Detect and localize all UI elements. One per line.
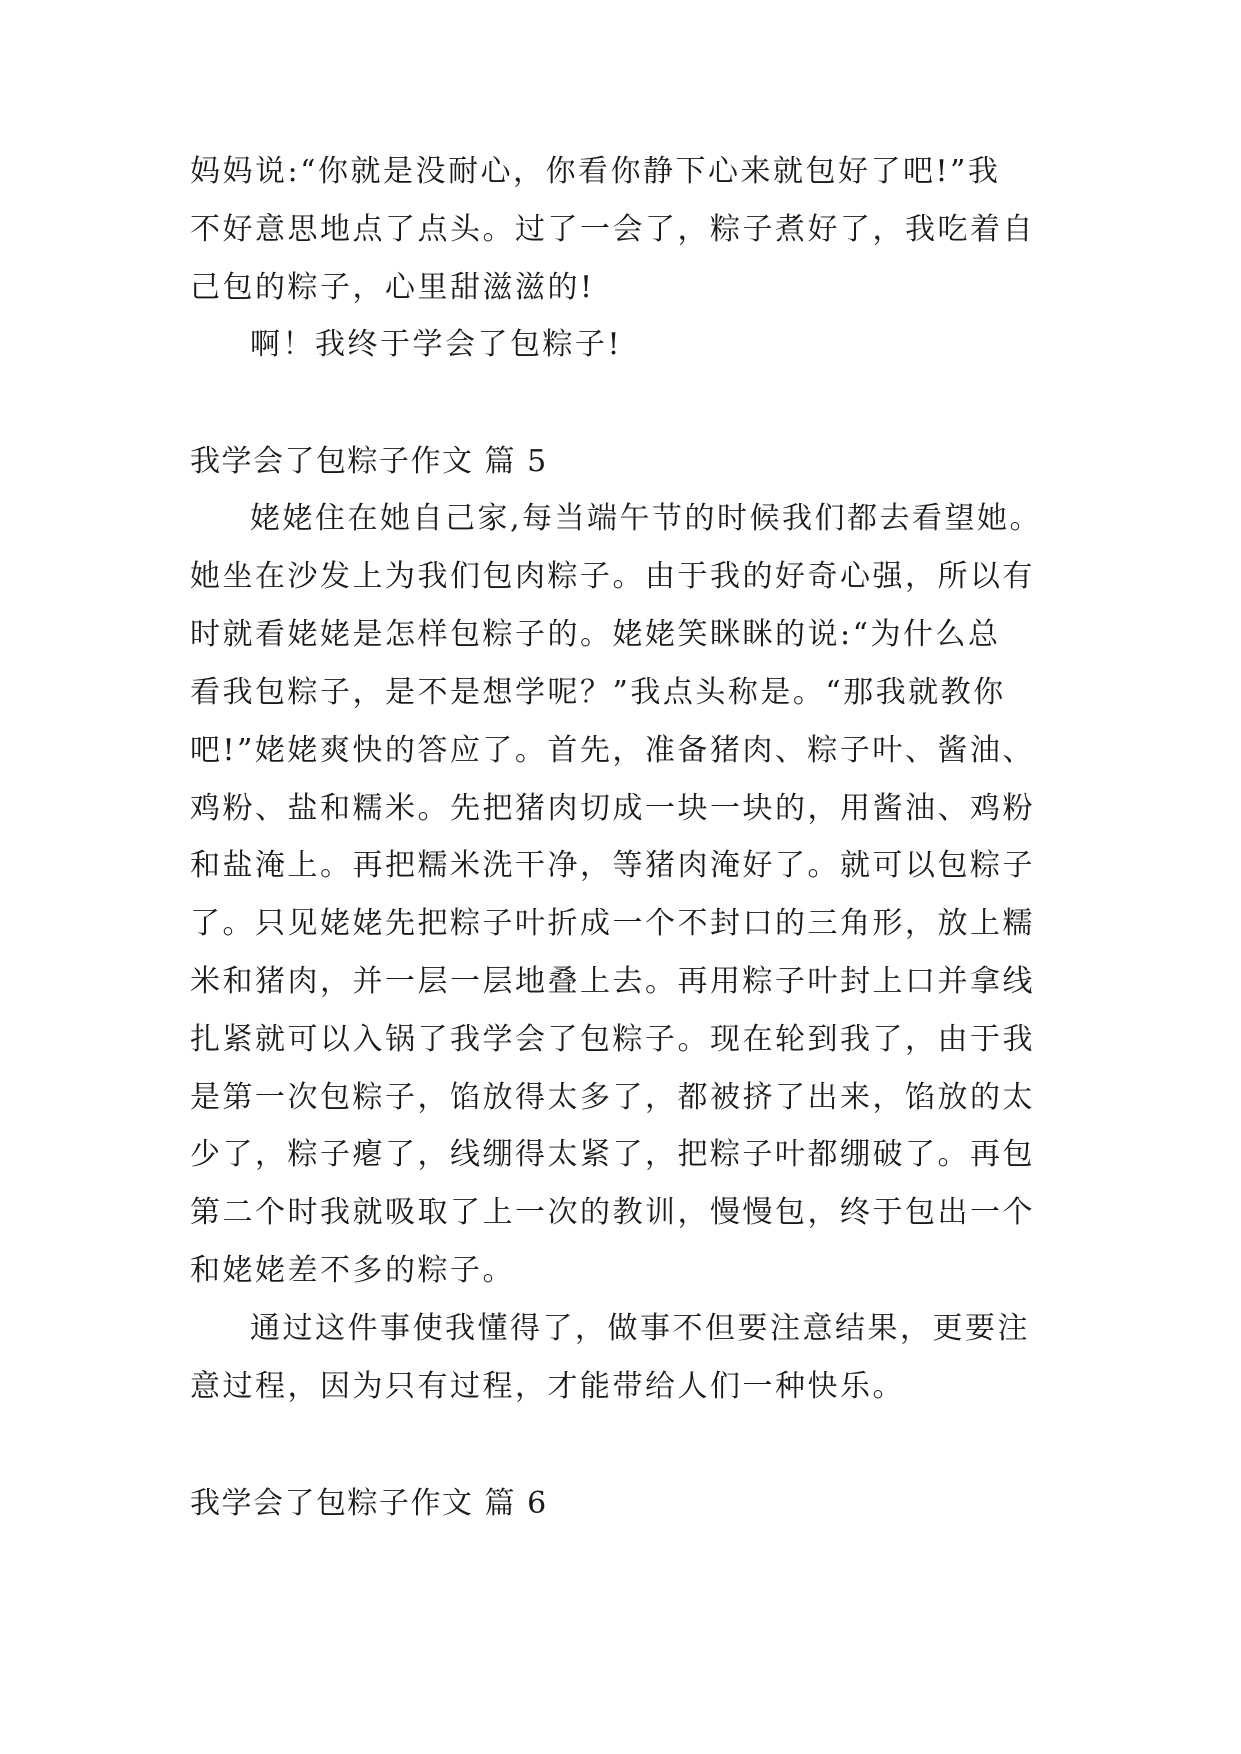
- paragraph-line: 鸡粉、盐和糯米。先把猪肉切成一块一块的，用酱油、鸡粉: [190, 791, 1035, 826]
- paragraph-line: 米和猪肉，并一层一层地叠上去。再用粽子叶封上口并拿线: [190, 964, 1035, 999]
- paragraph-line: 看我包粽子，是不是想学呢？”我点头称是。“那我就教你: [190, 675, 1006, 710]
- paragraph-line: 通过这件事使我懂得了，做事不但要注意结果，更要注: [250, 1311, 1030, 1346]
- paragraph-line: 意过程，因为只有过程，才能带给人们一种快乐。: [190, 1369, 905, 1404]
- paragraph-line: 是第一次包粽子，馅放得太多了，都被挤了出来，馅放的太: [190, 1080, 1035, 1115]
- section-heading: 我学会了包粽子作文 篇 6: [190, 1486, 548, 1521]
- paragraph-line: 和盐淹上。再把糯米洗干净，等猪肉淹好了。就可以包粽子: [190, 848, 1035, 883]
- paragraph-line: 己包的粽子，心里甜滋滋的!: [190, 270, 595, 305]
- paragraph-line: 不好意思地点了点头。过了一会了，粽子煮好了，我吃着自: [190, 212, 1035, 247]
- paragraph-line: 妈妈说:“你就是没耐心，你看你静下心来就包好了吧!”我: [190, 154, 1001, 189]
- section-heading: 我学会了包粽子作文 篇 5: [190, 444, 548, 479]
- paragraph-line: 姥姥住在她自己家,每当端午节的时候我们都去看望她。: [250, 501, 1043, 536]
- paragraph-line: 扎紧就可以入锅了我学会了包粽子。现在轮到我了，由于我: [190, 1022, 1035, 1057]
- paragraph-line: 少了，粽子瘪了，线绷得太紧了，把粽子叶都绷破了。再包: [190, 1137, 1035, 1172]
- paragraph-line: 和姥姥差不多的粽子。: [190, 1253, 515, 1288]
- paragraph-line: 了。只见姥姥先把粽子叶折成一个不封口的三角形，放上糯: [190, 906, 1035, 941]
- paragraph-line: 啊！我终于学会了包粽子!: [250, 327, 623, 362]
- paragraph-line: 吧!”姥姥爽快的答应了。首先，准备猪肉、粽子叶、酱油、: [190, 733, 1035, 768]
- paragraph-line: 时就看姥姥是怎样包粽子的。姥姥笑眯眯的说:“为什么总: [190, 617, 1001, 652]
- paragraph-line: 她坐在沙发上为我们包肉粽子。由于我的好奇心强，所以有: [190, 559, 1035, 594]
- paragraph-line: 第二个时我就吸取了上一次的教训，慢慢包，终于包出一个: [190, 1195, 1035, 1230]
